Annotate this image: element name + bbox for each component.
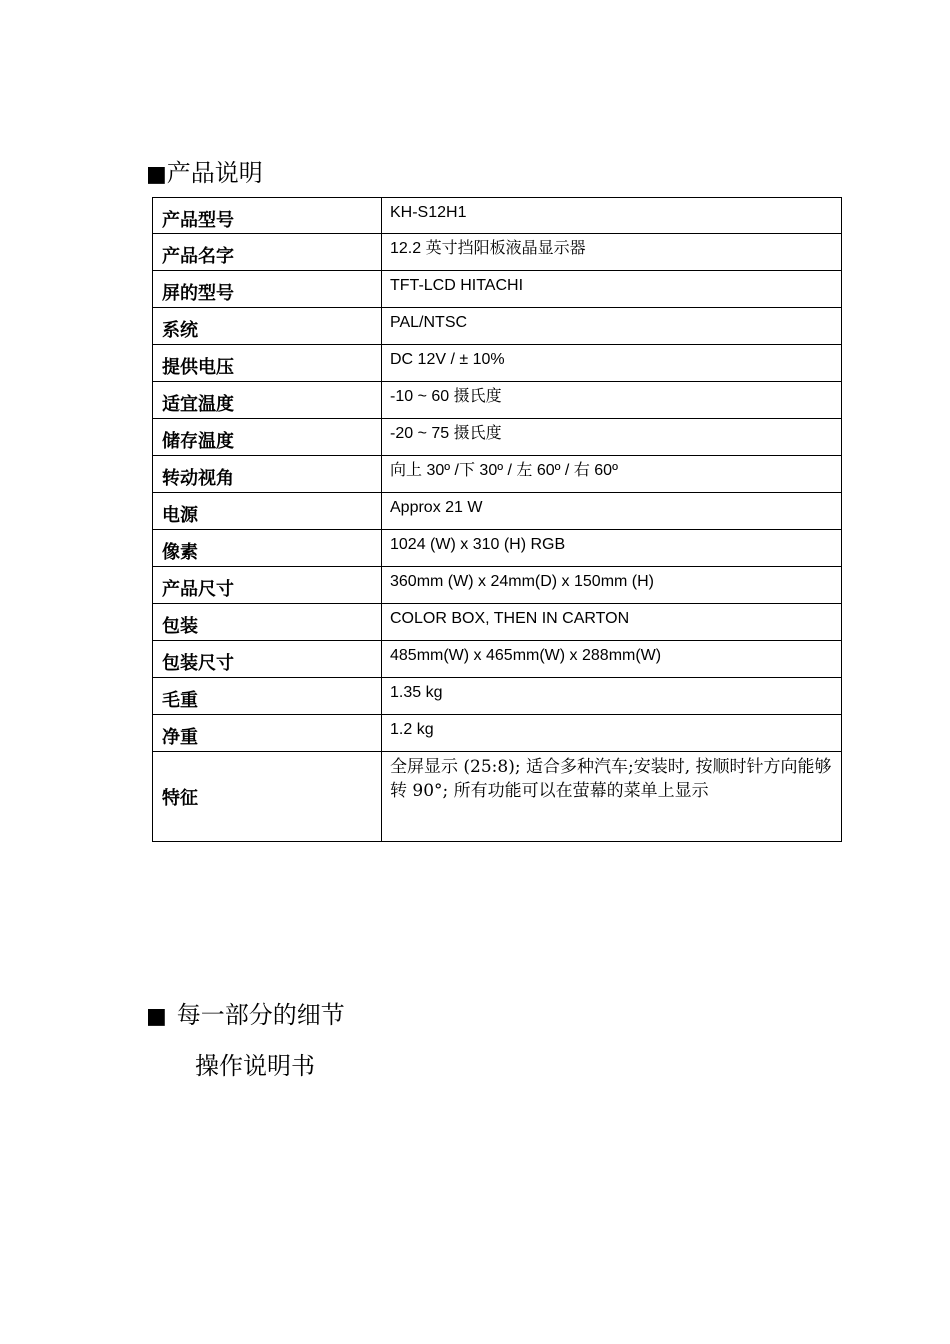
row-label: 电源 <box>153 493 382 530</box>
row-label: 像素 <box>153 530 382 567</box>
row-value: KH-S12H1 <box>382 198 842 234</box>
table-row-name <box>153 234 842 271</box>
table-row-product-size <box>153 567 842 604</box>
table-row-storage-temp <box>153 419 842 456</box>
row-label: 包装尺寸 <box>153 641 382 678</box>
square-bullet-icon: ■ <box>146 1004 167 1029</box>
row-value: 全屏显示 (25:8); 适合多种汽车;安装时, 按顺时针方向能够转 90°; 所有功能可以在萤幕的菜单上显示 <box>382 752 842 842</box>
row-label: 产品名字 <box>153 234 382 271</box>
table-row-model <box>153 198 842 234</box>
row-label: 提供电压 <box>153 345 382 382</box>
row-label: 屏的型号 <box>153 271 382 308</box>
row-label: 系统 <box>153 308 382 345</box>
row-value: 1.35 kg <box>382 678 842 715</box>
table-row-voltage <box>153 345 842 382</box>
table-row-screen-model <box>153 271 842 308</box>
row-value: 360mm (W) x 24mm(D) x 150mm (H) <box>382 567 842 604</box>
table-row-power <box>153 493 842 530</box>
row-value: 向上 30º /下 30º / 左 60º / 右 60º <box>382 456 842 493</box>
row-label: 转动视角 <box>153 456 382 493</box>
product-spec-table <box>152 197 842 842</box>
table-row-package-size <box>153 641 842 678</box>
table-row-viewing-angle <box>153 456 842 493</box>
row-value: -20 ~ 75 摄氏度 <box>382 419 842 456</box>
section-title: 每一部分的细节 <box>176 1001 345 1029</box>
row-value: DC 12V / ± 10% <box>382 345 842 382</box>
table-row-system <box>153 308 842 345</box>
table-row-pixels <box>153 530 842 567</box>
row-label: 毛重 <box>153 678 382 715</box>
table-row-packaging <box>153 604 842 641</box>
row-value: Approx 21 W <box>382 493 842 530</box>
row-label: 储存温度 <box>153 419 382 456</box>
section-heading-part-details <box>146 1000 345 1032</box>
row-value: 12.2 英寸挡阳板液晶显示器 <box>382 234 842 271</box>
row-value: TFT-LCD HITACHI <box>382 271 842 308</box>
row-label: 特征 <box>153 752 382 842</box>
row-value: 1024 (W) x 310 (H) RGB <box>382 530 842 567</box>
row-value: -10 ~ 60 摄氏度 <box>382 382 842 419</box>
row-value: PAL/NTSC <box>382 308 842 345</box>
row-label: 适宜温度 <box>153 382 382 419</box>
row-label: 包装 <box>153 604 382 641</box>
row-label: 产品尺寸 <box>153 567 382 604</box>
table-row-gross-weight <box>153 678 842 715</box>
row-label: 净重 <box>153 715 382 752</box>
row-label: 产品型号 <box>153 198 382 234</box>
table-row-features <box>153 752 842 842</box>
row-value: COLOR BOX, THEN IN CARTON <box>382 604 842 641</box>
row-value: 1.2 kg <box>382 715 842 752</box>
table-row-net-weight <box>153 715 842 752</box>
row-value: 485mm(W) x 465mm(W) x 288mm(W) <box>382 641 842 678</box>
section-title: 产品说明 <box>166 159 263 187</box>
manual-subtitle: 操作说明书 <box>195 1052 315 1080</box>
section-heading-product-description <box>146 158 263 190</box>
table-row-operating-temp <box>153 382 842 419</box>
square-bullet-icon: ■ <box>146 162 167 187</box>
